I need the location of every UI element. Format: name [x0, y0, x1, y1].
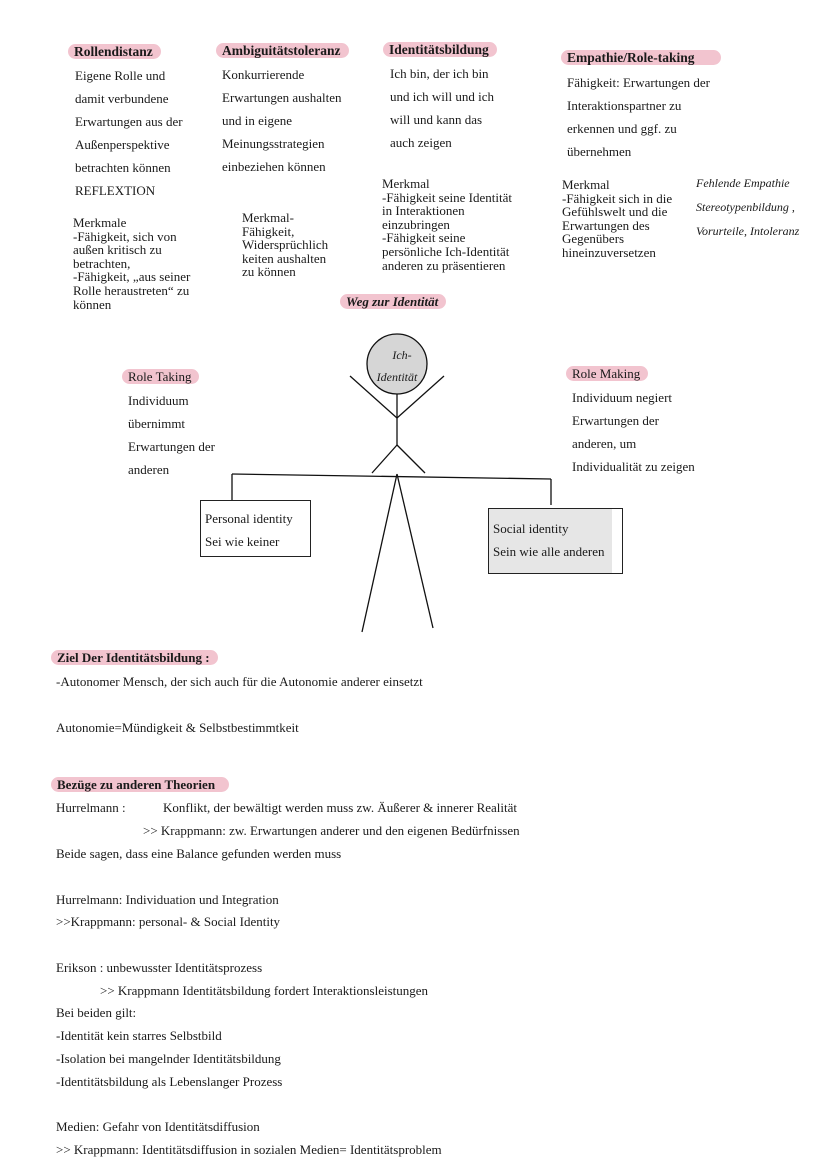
- hurrelmann-text: Konflikt, der bewältigt werden muss zw. Äußerer & innerer Realität: [163, 800, 518, 815]
- rollendistanz-merkmal: Merkmale -Fähigkeit, sich von außen kritisch zu betrachten, -Fähigkeit, „aus seiner Rolle heraustreten“ zu können: [73, 215, 191, 312]
- hurrelmann-2: Hurrelmann: Individuation und Integration: [56, 892, 279, 907]
- empathie-text: Fähigkeit: Erwartungen der Interaktionspartner zu erkennen und ggf. zu übernehmen: [567, 75, 710, 159]
- ziel-line-2: Autonomie=Mündigkeit & Selbstbestimmtkeit: [56, 720, 299, 735]
- figure-right-leg: [397, 474, 433, 628]
- heading-rollendistanz: Rollendistanz: [68, 44, 161, 60]
- erikson-line: Erikson : unbewusster Identitätsprozess: [56, 960, 263, 975]
- krappmann-4: >> Krappmann: Identitätsdiffusion in sozialen Medien= Identitätsproblem: [56, 1142, 442, 1157]
- heading-identitaetsbildung: Identitätsbildung: [383, 42, 497, 58]
- point-1: -Identität kein starres Selbstbild: [56, 1028, 222, 1043]
- heading-empathie: Empathie/Role-taking: [561, 50, 721, 66]
- beide-line: Bei beiden gilt:: [56, 1005, 137, 1020]
- identitaetsbildung-text: Ich bin, der ich bin und ich will und ich will und kann das auch zeigen: [390, 66, 494, 150]
- empathie-merkmal: Merkmal -Fähigkeit sich in die Gefühlswelt und die Erwartungen des Gegenübers hineinzuversetzen: [562, 177, 673, 260]
- figure-bar: [232, 474, 551, 479]
- krappmann-2: >>Krappmann: personal- & Social Identity: [56, 914, 281, 929]
- ziel-title: Ziel Der Identitätsbildung :: [51, 650, 218, 666]
- heading-ambiguitaetstoleranz: Ambiguitätstoleranz: [216, 43, 349, 59]
- hurrelmann-label: Hurrelmann :: [56, 800, 126, 815]
- bezuege-title: Bezüge zu anderen Theorien: [51, 777, 229, 793]
- ambiguitaetstoleranz-merkmal: Merkmal- Fähigkeit, Widersprüchlich keiten aushalten zu können: [242, 210, 329, 280]
- balance-line: Beide sagen, dass eine Balance gefunden werden muss: [56, 846, 342, 861]
- ziel-line-1: -Autonomer Mensch, der sich auch für die Autonomie anderer einsetzt: [56, 674, 423, 689]
- role-taking-text: Individuum übernimmt Erwartungen der anderen: [128, 393, 215, 477]
- ambiguitaetstoleranz-text: Konkurrierende Erwartungen aushalten und in eigene Meinungsstrategien einbeziehen können: [222, 67, 342, 174]
- role-making-title: Role Making: [566, 366, 648, 382]
- figure-head-label: Ich- Identität: [376, 348, 418, 384]
- figure-left-leg: [362, 474, 397, 632]
- role-taking-title: Role Taking: [122, 369, 199, 385]
- point-2: -Isolation bei mangelnder Identitätsbildung: [56, 1051, 281, 1066]
- identitaetsbildung-merkmal: Merkmal -Fähigkeit seine Identität in Interaktionen einzubringen -Fähigkeit seine persönliche Ich-Identität anderen zu präsentieren: [382, 176, 512, 273]
- rollendistanz-text: Eigene Rolle und damit verbundene Erwartungen aus der Außenperspektive betrachten können REFLEXTION: [75, 68, 183, 198]
- role-making-text: Individuum negiert Erwartungen der anderen, um Individualität zu zeigen: [572, 390, 695, 474]
- point-3: -Identitätsbildung als Lebenslanger Prozess: [56, 1074, 283, 1089]
- krappmann-3: >> Krappmann Identitätsbildung fordert Interaktionsleistungen: [100, 983, 429, 998]
- empathie-side-note: Fehlende Empathie Stereotypenbildung , Vorurteile, Intoleranz: [696, 176, 800, 238]
- medien-line: Medien: Gefahr von Identitätsdiffusion: [56, 1119, 260, 1134]
- social-identity-box: Social identity Sein wie alle anderen: [488, 508, 623, 574]
- personal-identity-box: Personal identity Sei wie keiner: [200, 500, 311, 557]
- krappmann-1: >> Krappmann: zw. Erwartungen anderer und den eigenen Bedürfnissen: [143, 823, 520, 838]
- diagram-title: Weg zur Identität: [340, 294, 446, 310]
